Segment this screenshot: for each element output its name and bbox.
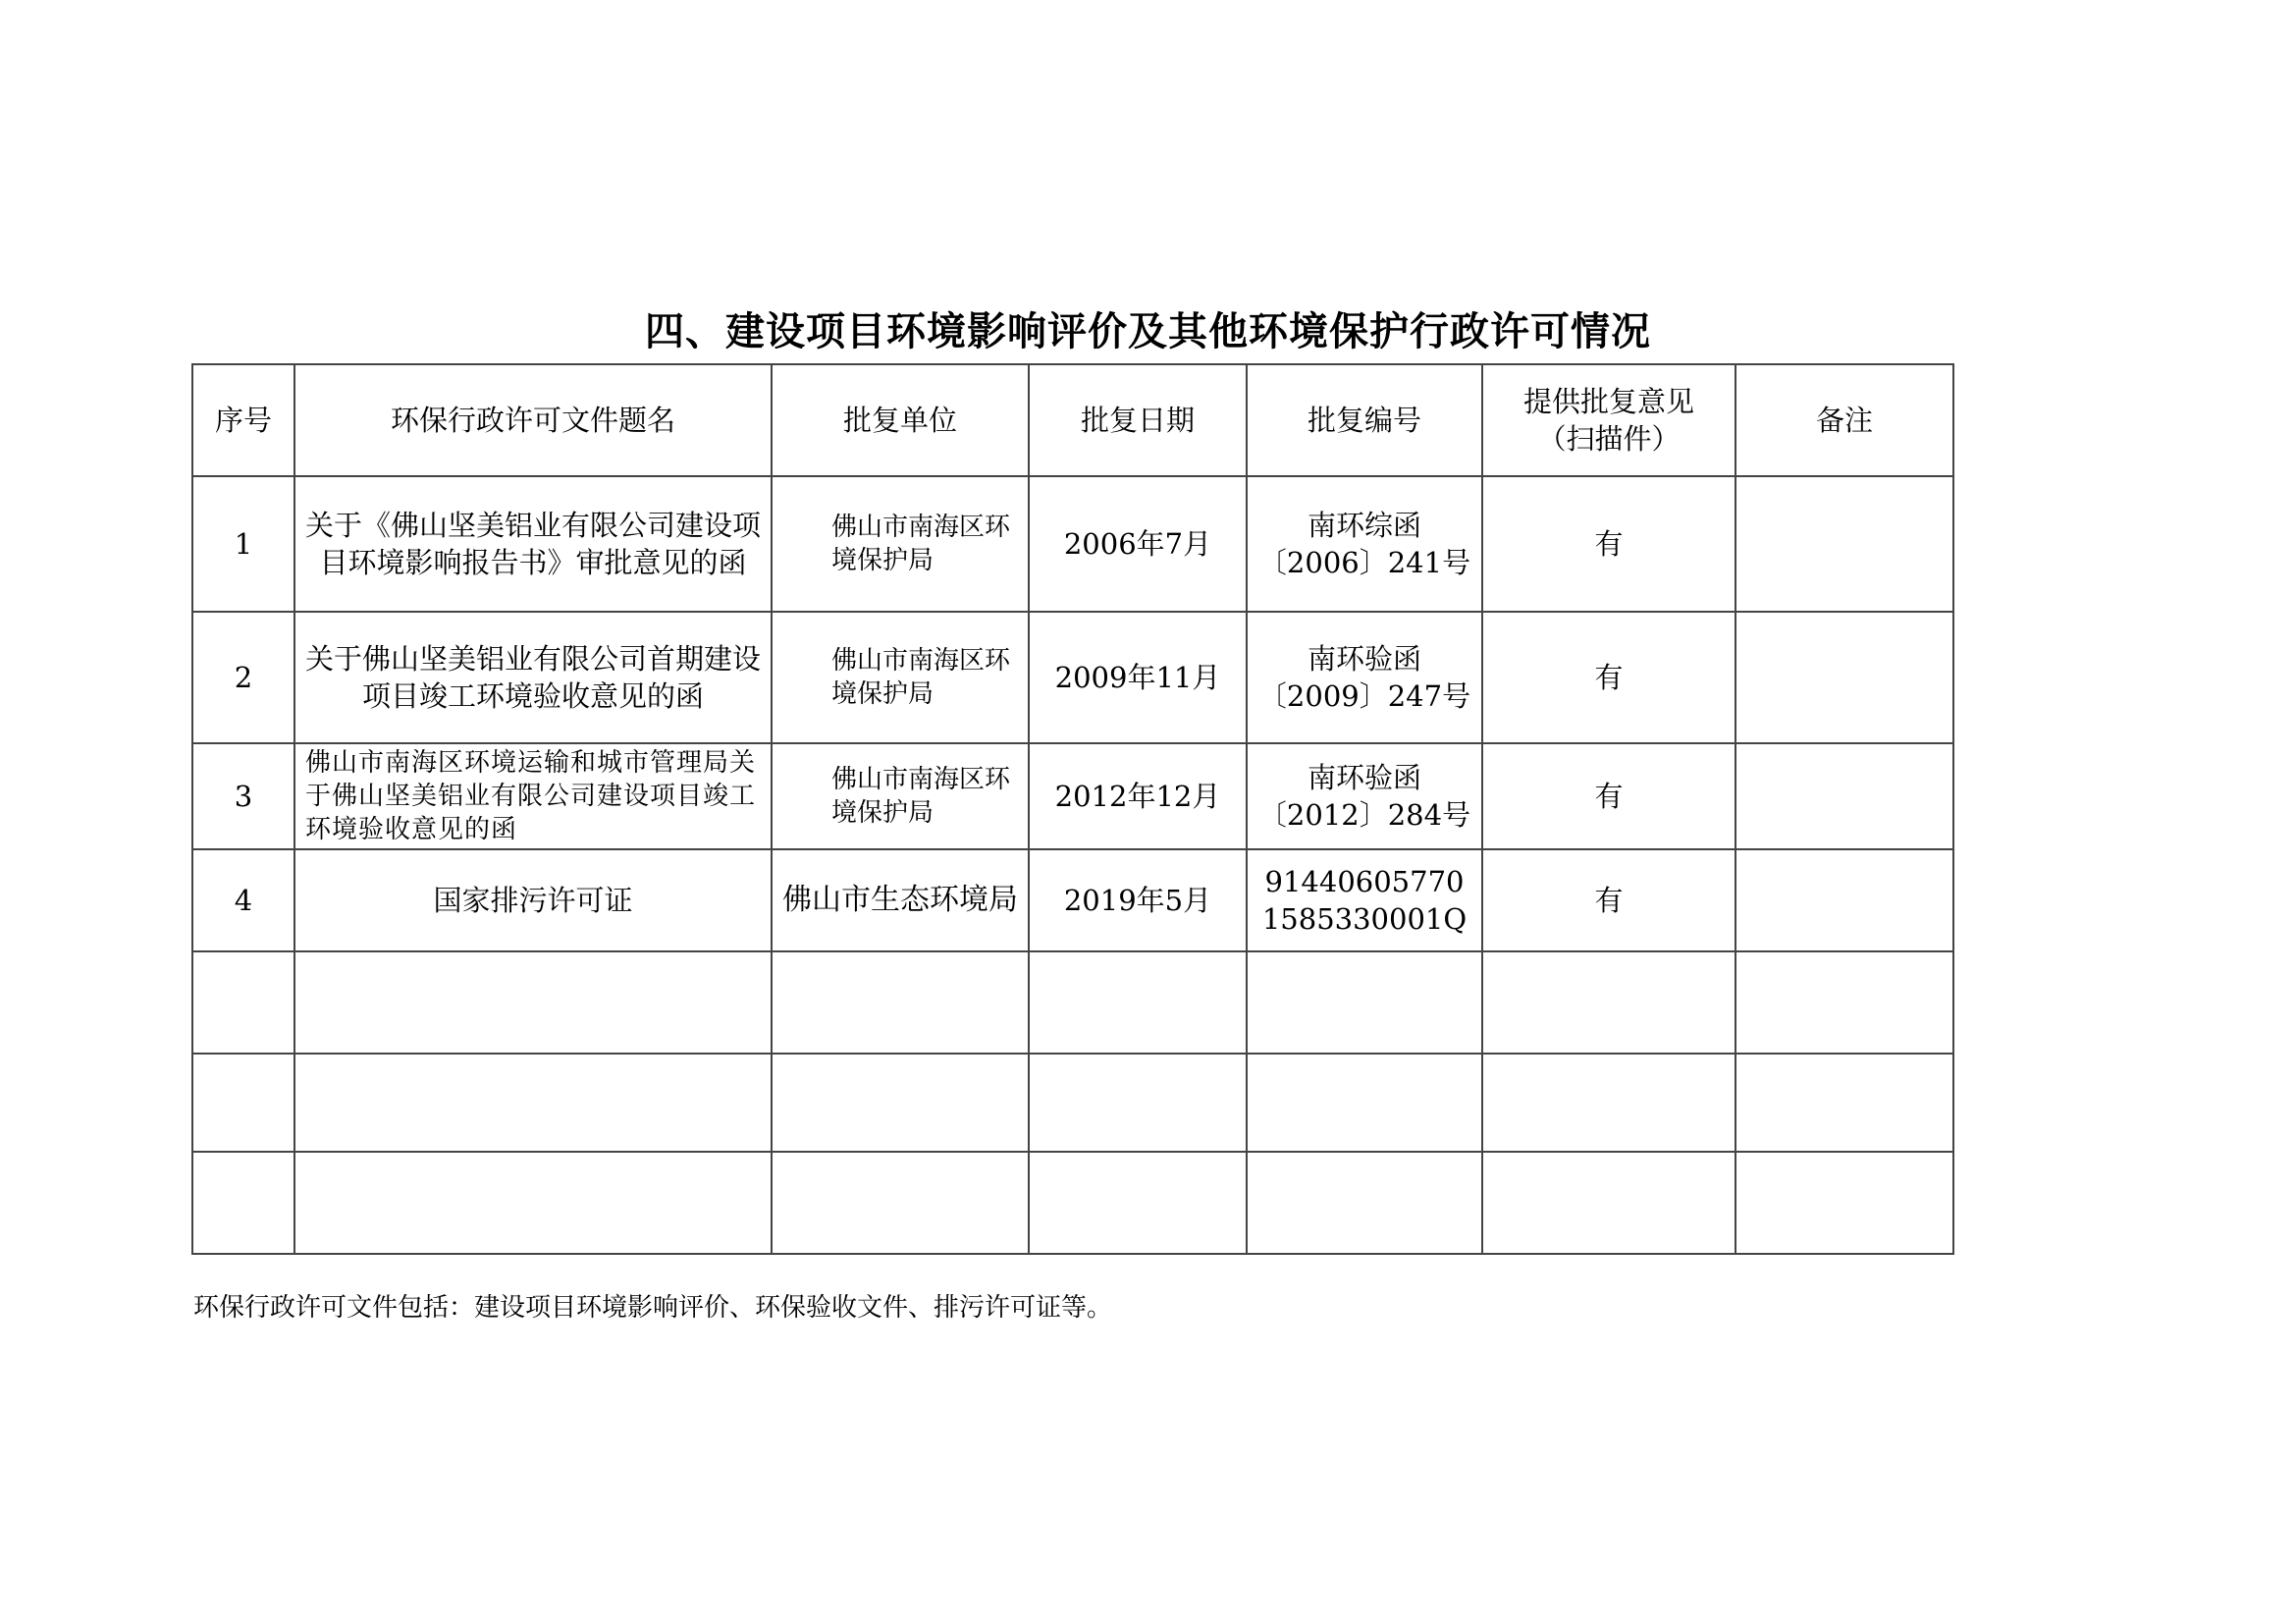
row-code: 南环验函 〔2009〕247号 xyxy=(1247,612,1482,743)
empty-cell xyxy=(1735,1054,1953,1152)
row-date: 2009年11月 xyxy=(1029,612,1247,743)
row-no: 3 xyxy=(192,743,294,849)
row-scan: 有 xyxy=(1482,849,1735,951)
row-code: 南环验函 〔2012〕284号 xyxy=(1247,743,1482,849)
row-unit: 佛山市南海区环境保护局 xyxy=(772,612,1029,743)
empty-cell xyxy=(294,1152,772,1254)
header-scan: 提供批复意见 （扫描件） xyxy=(1482,364,1735,476)
empty-cell xyxy=(192,951,294,1054)
header-code: 批复编号 xyxy=(1247,364,1482,476)
row-title: 关于《佛山坚美铝业有限公司建设项目环境影响报告书》审批意见的函 xyxy=(294,476,772,612)
row-remark xyxy=(1735,612,1953,743)
row-title: 佛山市南海区环境运输和城市管理局关于佛山坚美铝业有限公司建设项目竣工环境验收意见的函 xyxy=(294,743,772,849)
empty-cell xyxy=(192,1054,294,1152)
row-title: 国家排污许可证 xyxy=(294,849,772,951)
empty-cell xyxy=(772,1054,1029,1152)
row-unit: 佛山市南海区环境保护局 xyxy=(772,476,1029,612)
table-row xyxy=(192,612,1953,743)
empty-cell xyxy=(294,1054,772,1152)
row-scan: 有 xyxy=(1482,476,1735,612)
header-no: 序号 xyxy=(192,364,294,476)
row-remark xyxy=(1735,476,1953,612)
row-date: 2012年12月 xyxy=(1029,743,1247,849)
row-code: 南环综函 〔2006〕241号 xyxy=(1247,476,1482,612)
empty-cell xyxy=(1029,951,1247,1054)
row-no: 4 xyxy=(192,849,294,951)
row-scan: 有 xyxy=(1482,743,1735,849)
row-unit: 佛山市南海区环境保护局 xyxy=(772,743,1029,849)
header-remark: 备注 xyxy=(1735,364,1953,476)
row-remark xyxy=(1735,743,1953,849)
empty-cell xyxy=(294,951,772,1054)
empty-cell xyxy=(1482,1152,1735,1254)
empty-cell xyxy=(1247,1152,1482,1254)
empty-cell xyxy=(192,1152,294,1254)
table-row-empty xyxy=(192,1152,1953,1254)
empty-cell xyxy=(772,951,1029,1054)
row-no: 1 xyxy=(192,476,294,612)
footnote: 环保行政许可文件包括：建设项目环境影响评价、环保验收文件、排污许可证等。 xyxy=(193,1293,1113,1323)
header-unit: 批复单位 xyxy=(772,364,1029,476)
row-unit: 佛山市生态环境局 xyxy=(772,849,1029,951)
row-no: 2 xyxy=(192,612,294,743)
row-scan: 有 xyxy=(1482,612,1735,743)
table-row xyxy=(192,849,1953,951)
empty-cell xyxy=(1735,951,1953,1054)
empty-cell xyxy=(1735,1152,1953,1254)
empty-cell xyxy=(1029,1054,1247,1152)
table-row xyxy=(192,476,1953,612)
empty-cell xyxy=(1482,1054,1735,1152)
page-title: 四、建设项目环境影响评价及其他环境保护行政许可情况 xyxy=(645,308,1651,354)
empty-cell xyxy=(772,1152,1029,1254)
table-header-row xyxy=(192,364,1953,476)
row-date: 2006年7月 xyxy=(1029,476,1247,612)
header-date: 批复日期 xyxy=(1029,364,1247,476)
header-title: 环保行政许可文件题名 xyxy=(294,364,772,476)
table-row xyxy=(192,743,1953,849)
empty-cell xyxy=(1247,1054,1482,1152)
empty-cell xyxy=(1247,951,1482,1054)
empty-cell xyxy=(1482,951,1735,1054)
row-date: 2019年5月 xyxy=(1029,849,1247,951)
table-row-empty xyxy=(192,951,1953,1054)
row-remark xyxy=(1735,849,1953,951)
table-row-empty xyxy=(192,1054,1953,1152)
empty-cell xyxy=(1029,1152,1247,1254)
row-code: 914406057701585330001Q xyxy=(1247,849,1482,951)
row-title: 关于佛山坚美铝业有限公司首期建设项目竣工环境验收意见的函 xyxy=(294,612,772,743)
permit-table xyxy=(191,363,1954,1255)
